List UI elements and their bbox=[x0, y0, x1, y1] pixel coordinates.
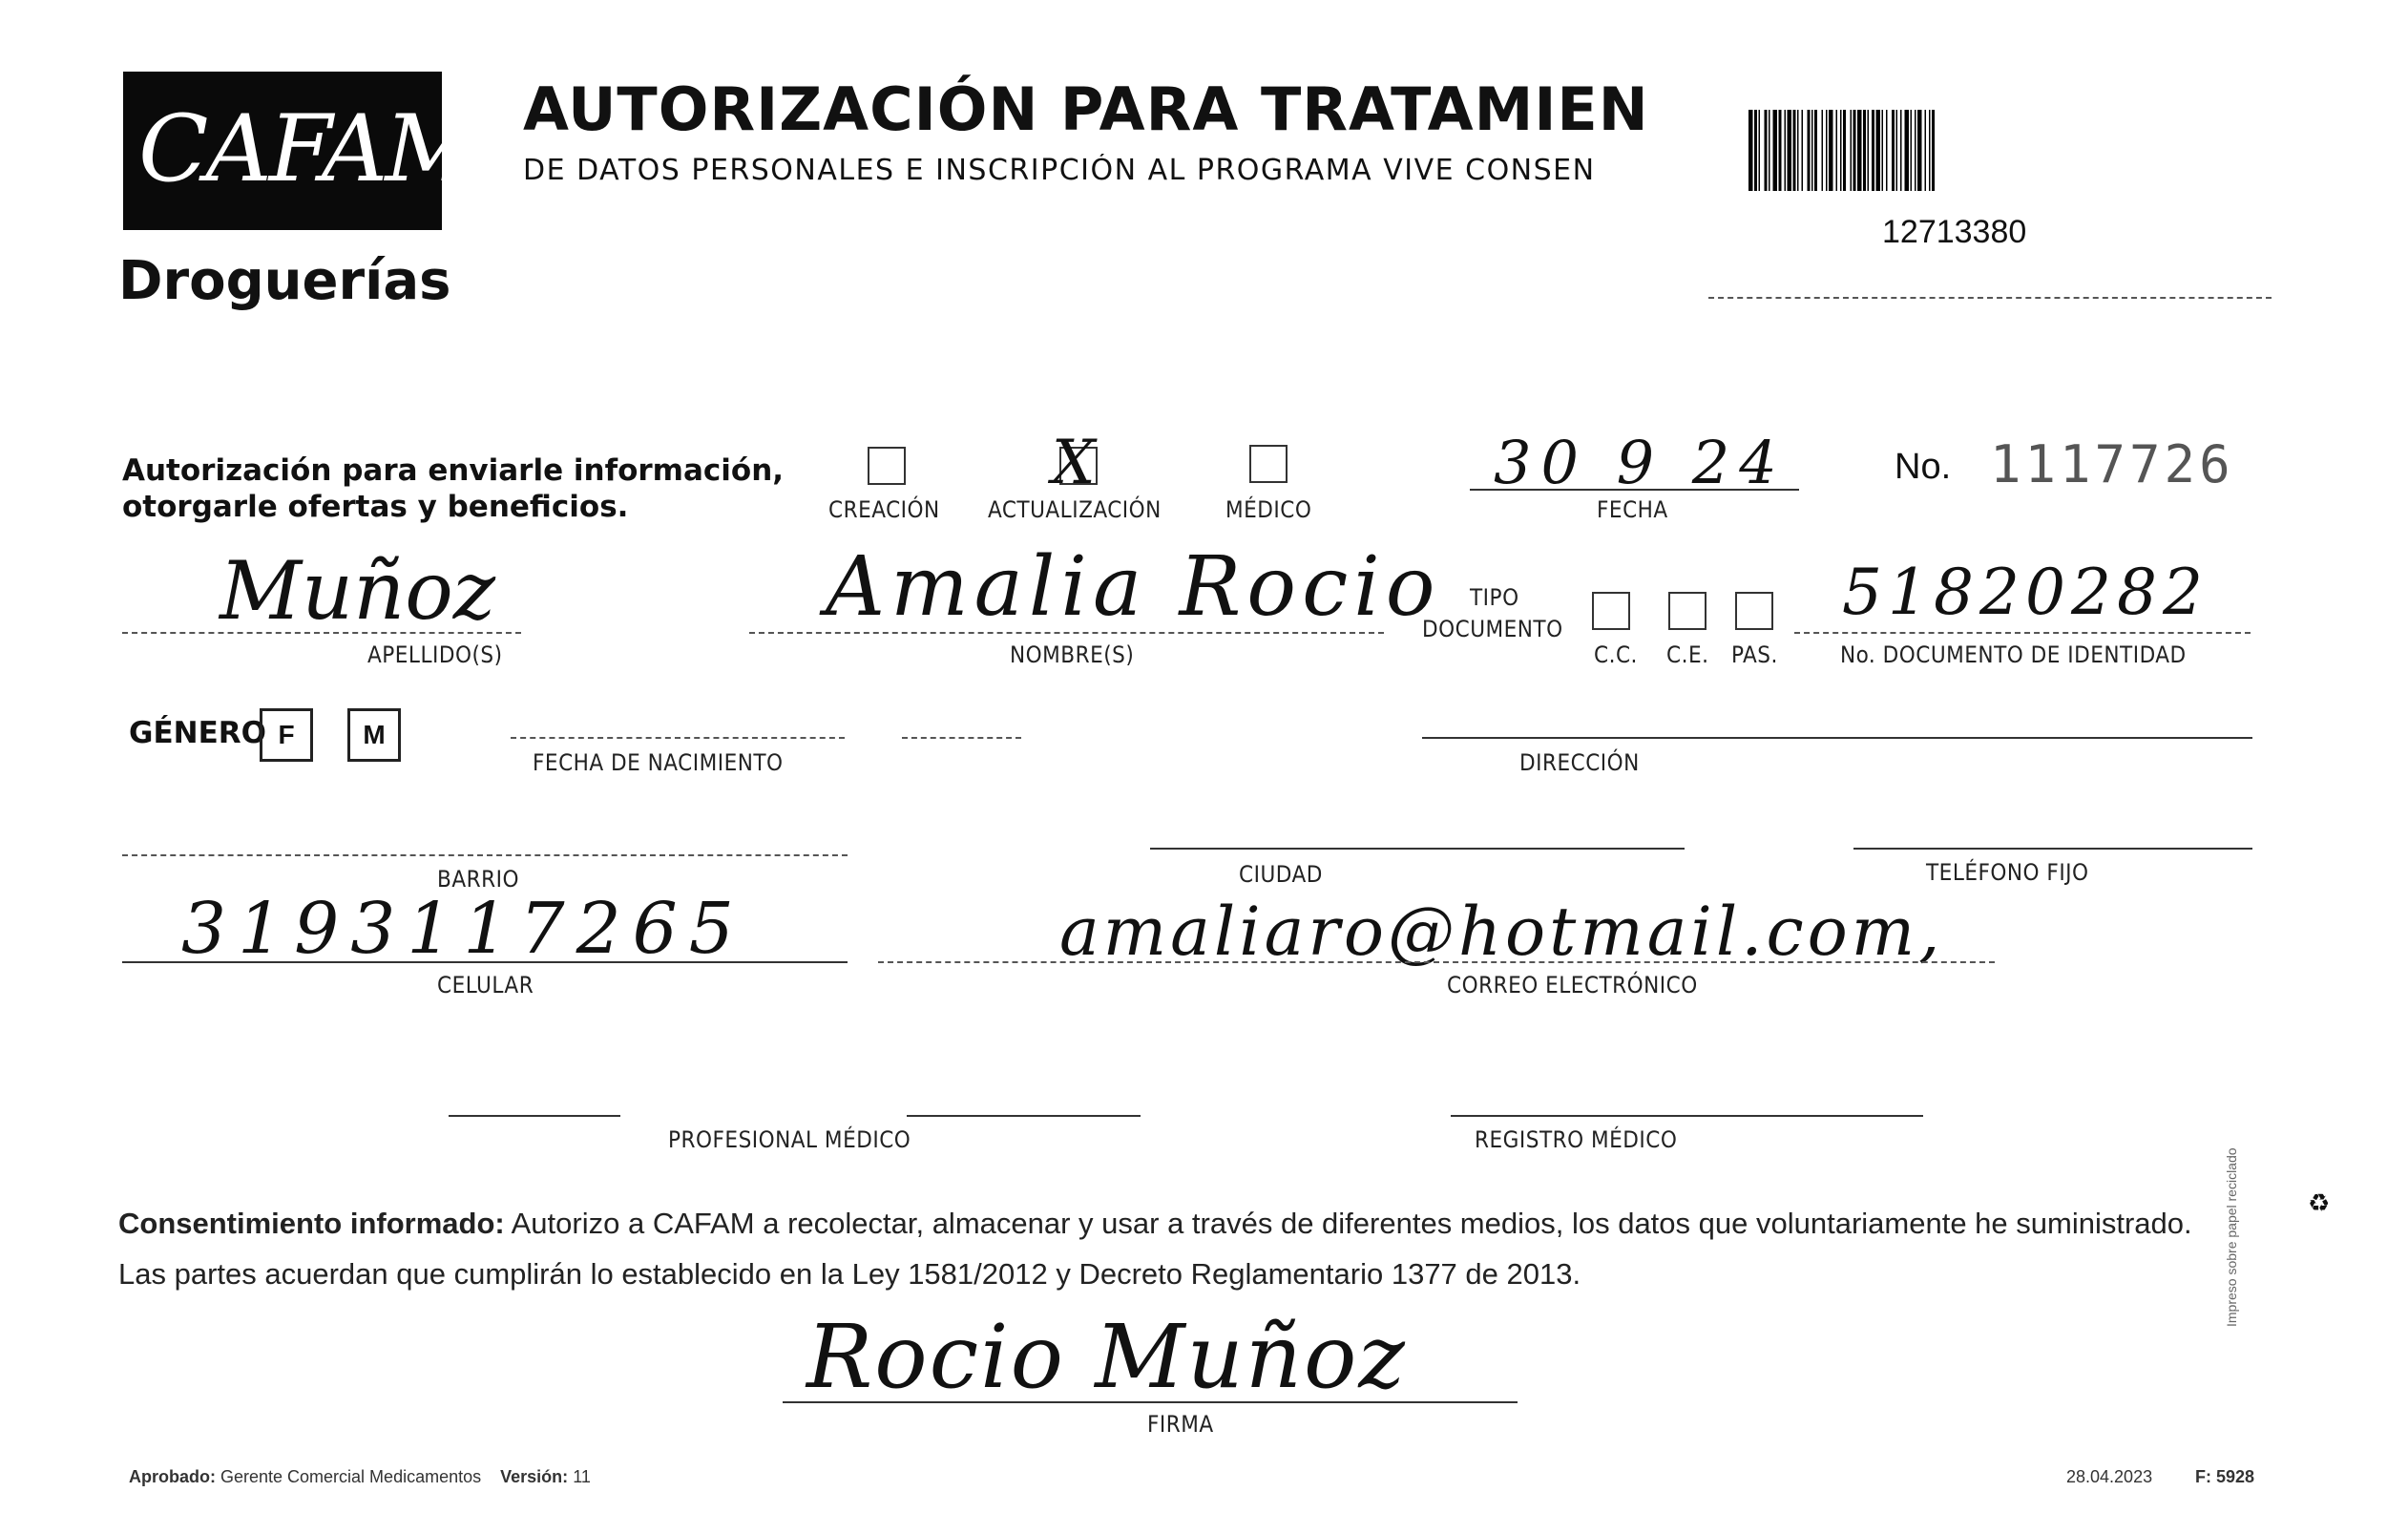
documento-label: DOCUMENTO bbox=[1422, 616, 1563, 642]
profesional-label: PROFESIONAL MÉDICO bbox=[668, 1126, 911, 1153]
checkbox-pas[interactable] bbox=[1735, 592, 1773, 630]
barrio-label: BARRIO bbox=[437, 866, 519, 893]
ce-label: C.E. bbox=[1666, 641, 1709, 668]
auth-label-line2: otorgarle ofertas y beneficios. bbox=[122, 490, 629, 524]
checkbox-cc[interactable] bbox=[1592, 592, 1630, 630]
checkbox-medico[interactable] bbox=[1249, 445, 1288, 483]
version-value: 11 bbox=[573, 1467, 591, 1486]
birth-line bbox=[511, 737, 845, 739]
consent-text-line1: Autorizo a CAFAM a recolectar, almacenar y usar a través de diferentes medios, los datos que voluntariamente he suministrado. bbox=[511, 1207, 2192, 1240]
label-medico: MÉDICO bbox=[1225, 496, 1312, 523]
recycle-icon: ♻ bbox=[2308, 1188, 2331, 1217]
registro-label: REGISTRO MÉDICO bbox=[1475, 1126, 1678, 1153]
consent-text-line2: Las partes acuerdan que cumplirán lo establecido en la Ley 1581/2012 y Decreto Reglamentario 1377 de 2013. bbox=[118, 1257, 1581, 1291]
header-dash-line bbox=[1708, 297, 2272, 299]
doc-number-line bbox=[1794, 632, 2251, 634]
serial-number: 1117726 bbox=[1990, 434, 2234, 494]
telefono-label: TELÉFONO FIJO bbox=[1926, 859, 2089, 886]
profesional-line-b bbox=[907, 1115, 1141, 1117]
doc-number-value[interactable]: 51820282 bbox=[1842, 556, 2209, 629]
fecha-line bbox=[1470, 489, 1799, 491]
email-line bbox=[878, 961, 1995, 963]
apellidos-label: APELLIDO(S) bbox=[367, 641, 503, 668]
signature-line bbox=[783, 1401, 1518, 1403]
check-mark-x: X bbox=[1052, 428, 1096, 498]
ciudad-label: CIUDAD bbox=[1239, 861, 1323, 888]
gender-f-box[interactable]: F bbox=[260, 708, 313, 762]
form-subtitle: DE DATOS PERSONALES E INSCRIPCIÓN AL PROGRAMA VIVE CONSEN bbox=[523, 154, 1596, 187]
footer-approved bbox=[129, 1467, 591, 1487]
consent-text bbox=[118, 1198, 2256, 1299]
pas-label: PAS. bbox=[1731, 641, 1778, 668]
brand-subtitle: Droguerías bbox=[118, 250, 451, 312]
nombres-value[interactable]: Amalia Rocio bbox=[826, 539, 1441, 635]
consent-bold-label: Consentimiento informado: bbox=[118, 1207, 505, 1240]
registro-line bbox=[1451, 1115, 1923, 1117]
celular-label: CELULAR bbox=[437, 972, 534, 998]
barrio-line bbox=[122, 854, 848, 856]
ciudad-line bbox=[1150, 848, 1685, 850]
gender-extra-line bbox=[902, 737, 1021, 739]
profesional-line-a bbox=[449, 1115, 620, 1117]
tipo-label: TIPO bbox=[1470, 584, 1519, 611]
fecha-label: FECHA bbox=[1597, 496, 1668, 523]
checkbox-creacion[interactable] bbox=[868, 447, 906, 485]
version-label: Versión: bbox=[500, 1467, 569, 1486]
birth-label: FECHA DE NACIMIENTO bbox=[533, 749, 784, 776]
fecha-value[interactable]: 30 9 24 bbox=[1494, 428, 1787, 497]
label-creacion: CREACIÓN bbox=[828, 496, 940, 523]
telefono-line bbox=[1853, 848, 2252, 850]
recycled-paper-note: Impreso sobre papel reciclado bbox=[2224, 1147, 2239, 1327]
footer-form-code: F: 5928 bbox=[2195, 1467, 2255, 1486]
barcode bbox=[1748, 110, 2130, 191]
nombres-line bbox=[749, 632, 1384, 634]
cc-label: C.C. bbox=[1594, 641, 1638, 668]
email-value[interactable]: amaliaro@hotmail.com, bbox=[1059, 893, 1944, 971]
logo-text: CAFAM bbox=[138, 95, 476, 202]
consent-line1 bbox=[118, 1198, 2256, 1249]
address-label: DIRECCIÓN bbox=[1519, 749, 1640, 776]
barcode-number: 12713380 bbox=[1882, 214, 2027, 250]
address-line bbox=[1422, 737, 2252, 739]
doc-number-label: No. DOCUMENTO DE IDENTIDAD bbox=[1840, 641, 2187, 668]
signature-label: FIRMA bbox=[1147, 1411, 1214, 1438]
checkbox-ce[interactable] bbox=[1668, 592, 1707, 630]
aprobado-label: Aprobado: bbox=[129, 1467, 216, 1486]
apellidos-value[interactable]: Muñoz bbox=[220, 544, 496, 638]
nombres-label: NOMBRE(S) bbox=[1010, 641, 1135, 668]
aprobado-value: Gerente Comercial Medicamentos bbox=[220, 1467, 482, 1486]
auth-label-line1: Autorización para enviarle información, bbox=[122, 453, 785, 488]
apellidos-line bbox=[122, 632, 521, 634]
gender-label: GÉNERO bbox=[129, 716, 266, 750]
celular-line bbox=[122, 961, 848, 963]
celular-value[interactable]: 3193117265 bbox=[181, 888, 745, 970]
label-actualizacion: ACTUALIZACIÓN bbox=[988, 496, 1162, 523]
email-label: CORREO ELECTRÓNICO bbox=[1447, 972, 1698, 998]
footer-date: 28.04.2023 bbox=[2066, 1467, 2153, 1486]
signature-value[interactable]: Rocio Muñoz bbox=[806, 1306, 1407, 1408]
form-title: AUTORIZACIÓN PARA TRATAMIEN bbox=[523, 74, 1649, 144]
gender-m-box[interactable]: M bbox=[347, 708, 401, 762]
serial-label: No. bbox=[1895, 447, 1952, 487]
